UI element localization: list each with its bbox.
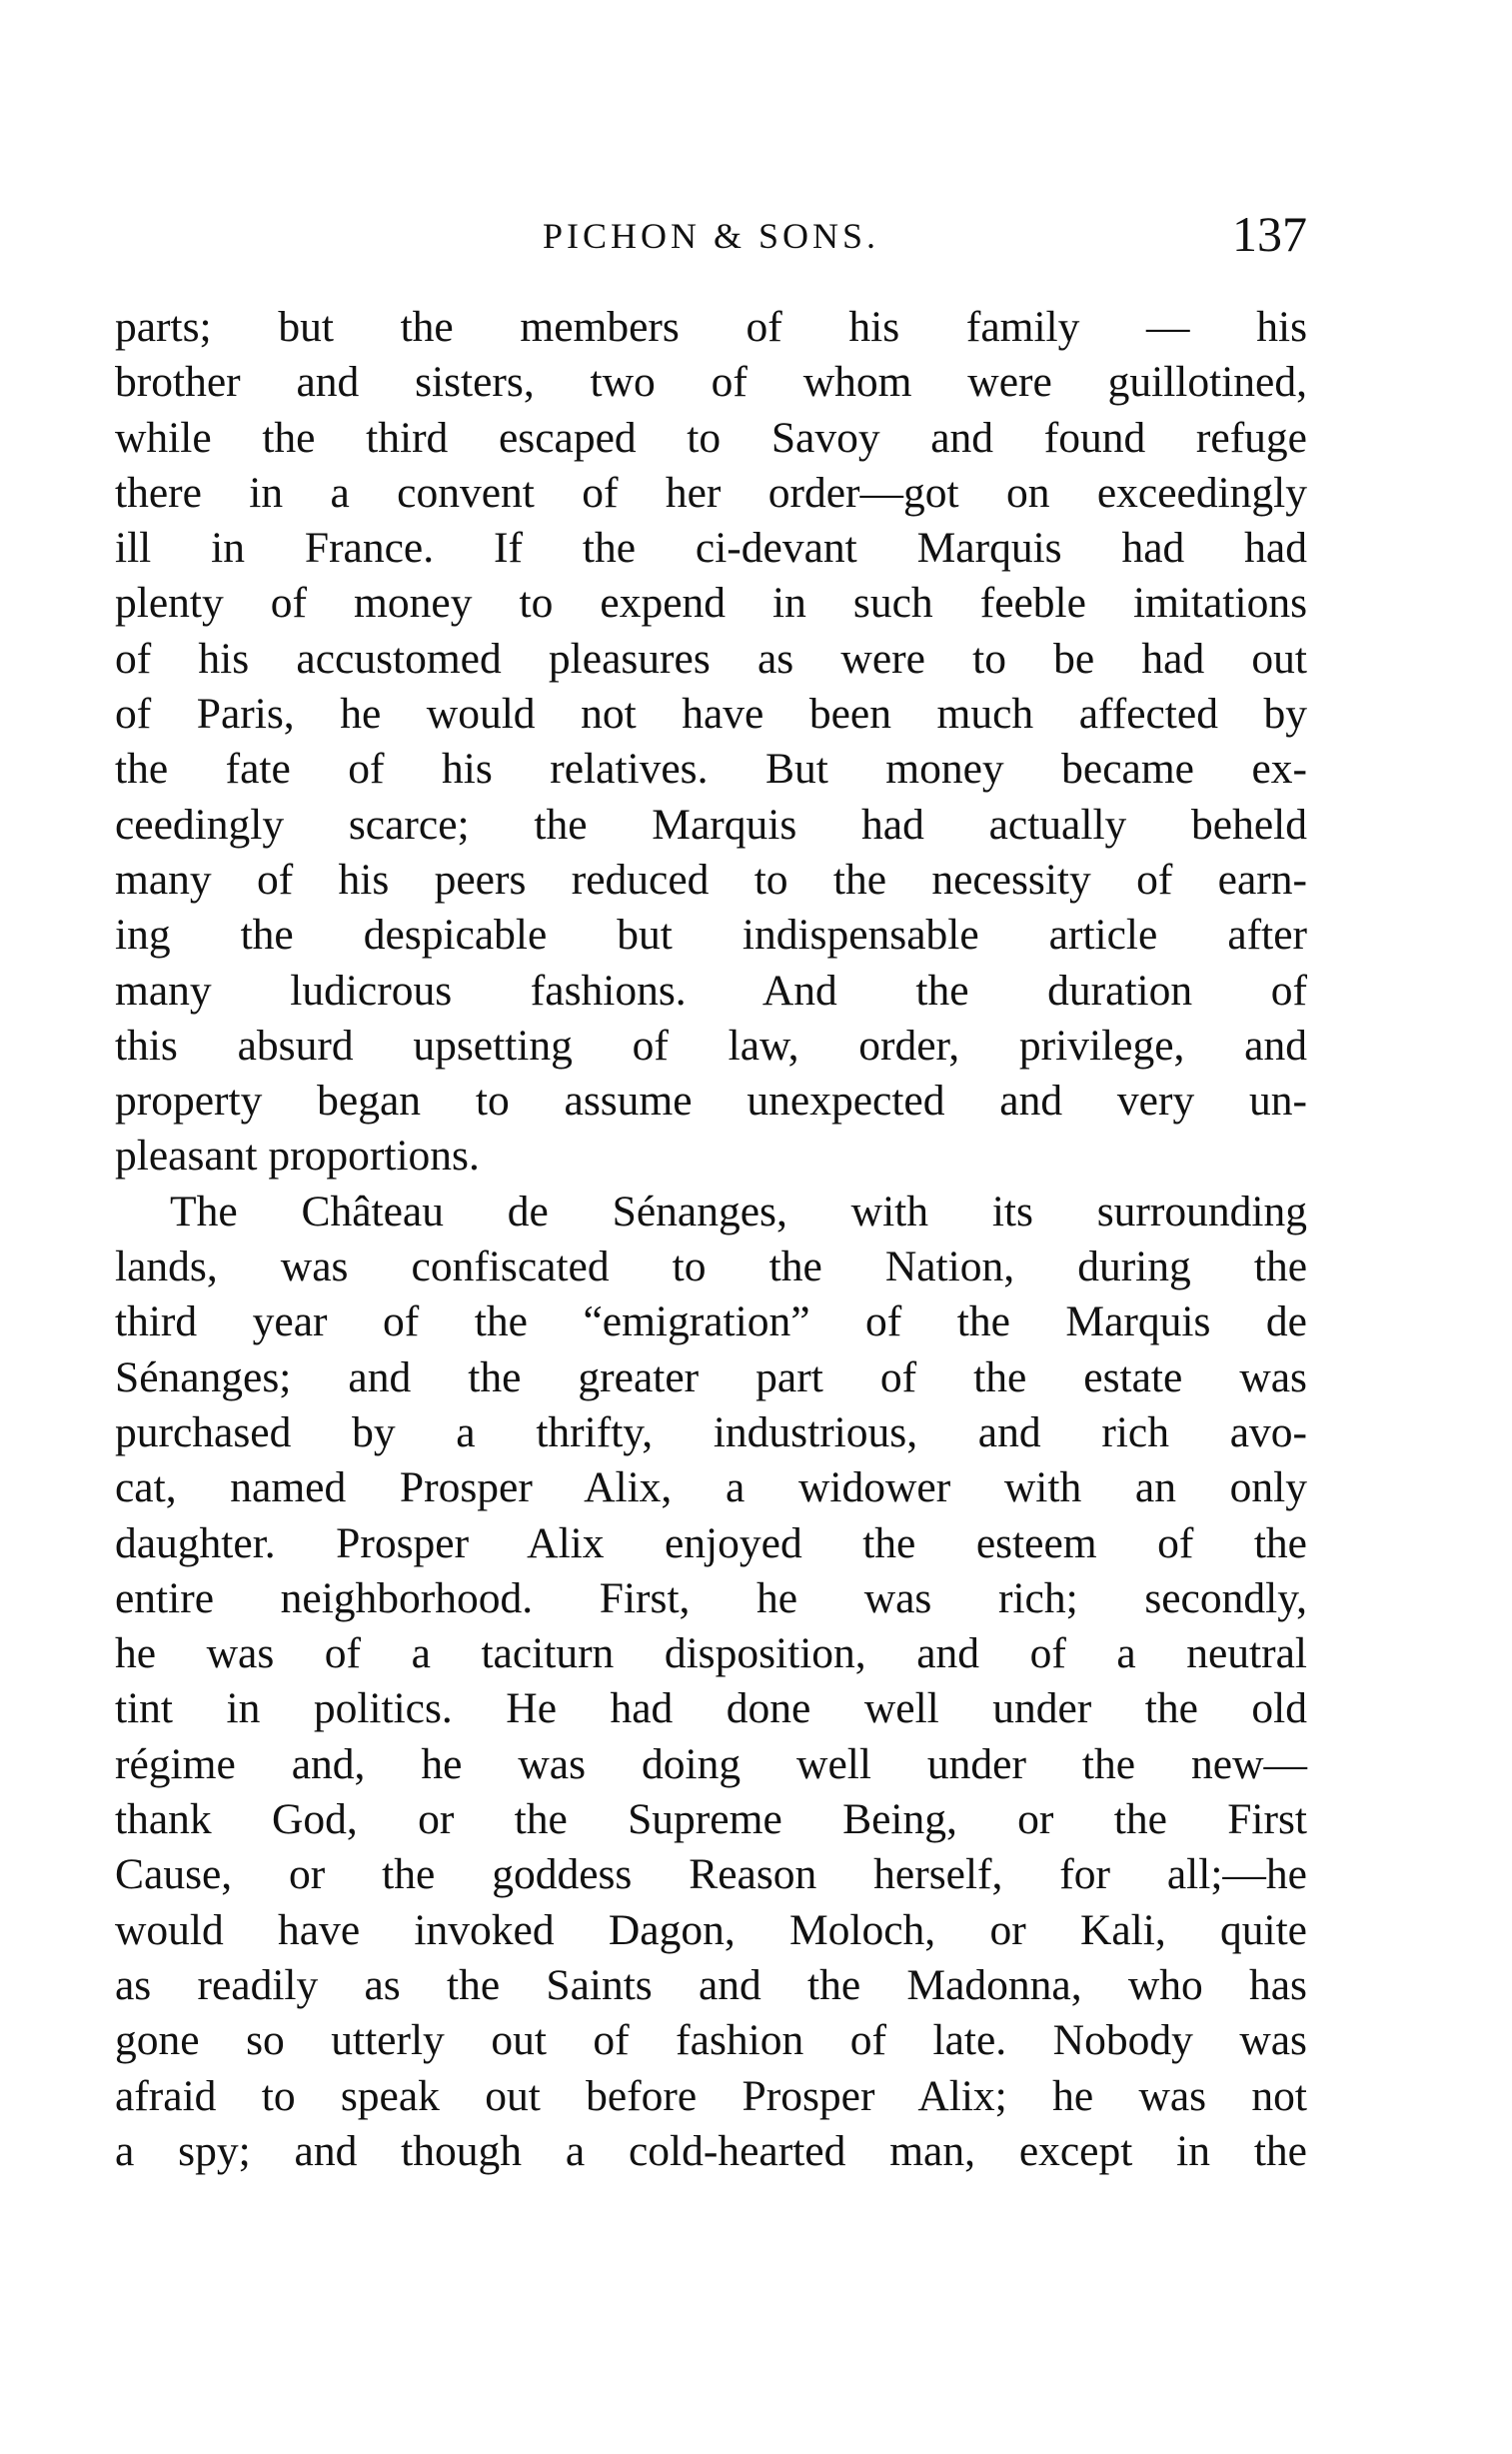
text-line: the fate of his relatives. But money became ex- [115,745,1307,794]
text-line: The Château de Sénanges, with its surrounding [170,1187,1307,1235]
text-line: of Paris, he would not have been much affected by [115,690,1307,739]
page-number: 137 [1232,206,1307,262]
text-line: while the third escaped to Savoy and found refuge [115,413,1307,462]
text-line: would have invoked Dagon, Moloch, or Kali, quite [115,1905,1307,1954]
text-line: gone so utterly out of fashion of late. Nobody was [115,2016,1307,2065]
paragraph-1 [115,300,1307,1185]
text-line: plenty of money to expend in such feeble imitations [115,579,1307,628]
text-line: a spy; and though a cold-hearted man, except in the [115,2126,1307,2175]
text-line: of his accustomed pleasures as were to be had out [115,634,1307,683]
text-line: régime and, he was doing well under the new— [115,1739,1307,1788]
paragraph-2 [115,1185,1307,2179]
text-line: purchased by a thrifty, industrious, and rich avo- [115,1407,1307,1456]
text-line: tint in politics. He had done well under the old [115,1684,1307,1733]
text-line: lands, was confiscated to the Nation, during the [115,1242,1307,1291]
text-line: there in a convent of her order—got on exceedingly [115,468,1307,517]
text-line: ceedingly scarce; the Marquis had actually beheld [115,800,1307,849]
text-line: ill in France. If the ci-devant Marquis had had [115,524,1307,573]
text-line: this absurd upsetting of law, order, privilege, and [115,1021,1307,1070]
text-line: third year of the “emigration” of the Marquis de [115,1297,1307,1346]
text-line: property began to assume unexpected and very un- [115,1077,1307,1126]
text-line: entire neighborhood. First, he was rich; secondly, [115,1573,1307,1622]
body-text [115,300,1307,2179]
text-line: ing the despicable but indispensable article after [115,911,1307,960]
text-line: pleasant proportions. [115,1132,480,1181]
running-head [115,205,1307,265]
text-line: Cause, or the goddess Reason herself, for all;—he [115,1850,1307,1899]
text-line: Sénanges; and the greater part of the estate was [115,1352,1307,1401]
text-line: many ludicrous fashions. And the duration of [115,966,1307,1015]
text-line: he was of a taciturn disposition, and of a neutral [115,1629,1307,1678]
text-line: daughter. Prosper Alix enjoyed the esteem of the [115,1518,1307,1567]
text-line: afraid to speak out before Prosper Alix; he was not [115,2071,1307,2120]
text-line: cat, named Prosper Alix, a widower with an only [115,1463,1307,1512]
running-title: PICHON & SONS. [542,216,880,256]
text-line: many of his peers reduced to the necessity of earn- [115,855,1307,904]
text-line: thank God, or the Supreme Being, or the First [115,1795,1307,1844]
text-line: brother and sisters, two of whom were guillotined, [115,358,1307,407]
text-line: parts; but the members of his family — his [115,303,1307,351]
text-line: as readily as the Saints and the Madonna, who has [115,1960,1307,2009]
